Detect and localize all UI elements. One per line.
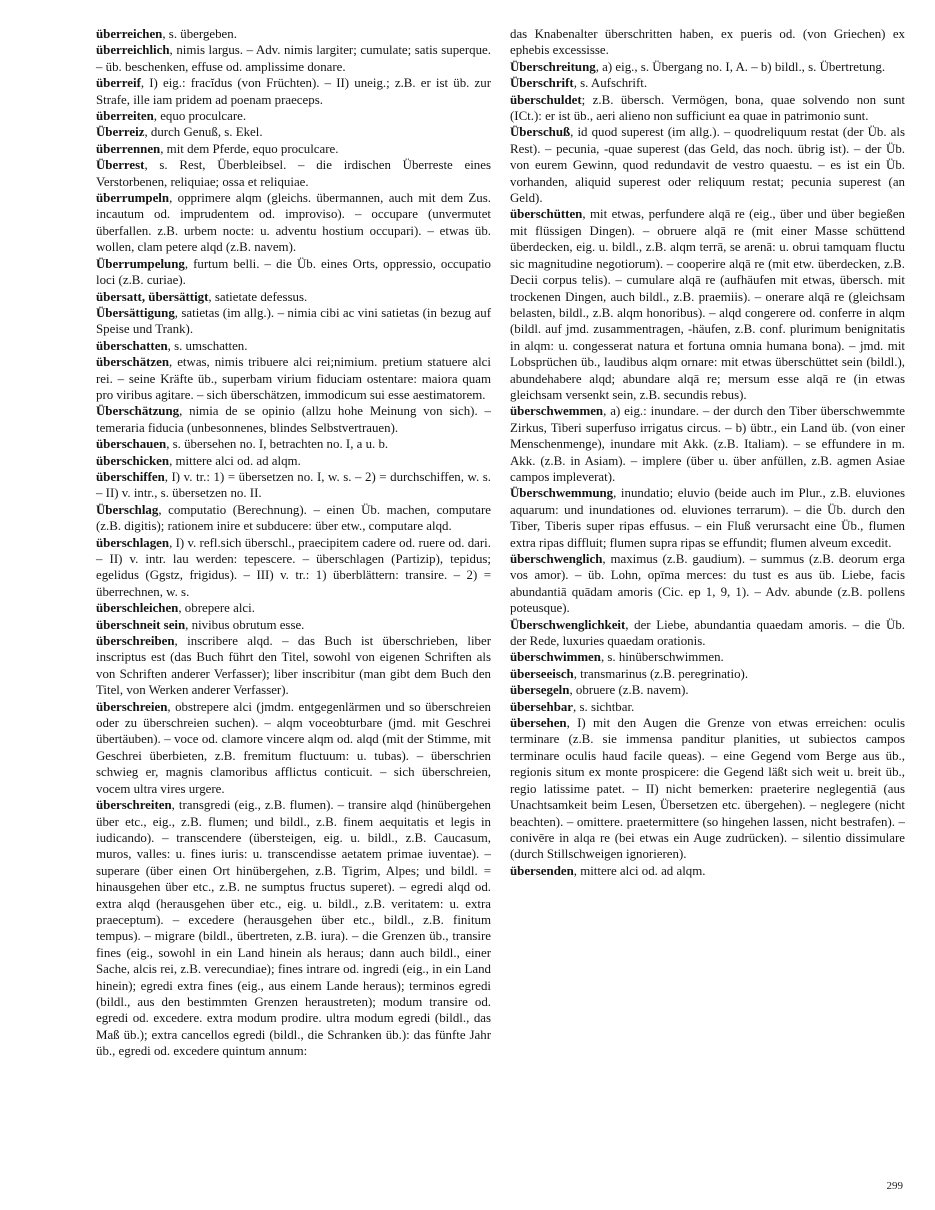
entry-headword: Überschuß	[510, 125, 571, 140]
entry-definition: , nimis largus. – Adv. nimis largiter; cumulate; satis superque. – üb. beschenken, effuse od. amplissime donare.	[96, 43, 491, 74]
dictionary-entry	[96, 338, 491, 354]
entry-definition: , mit dem Pferde, equo proculcare.	[160, 141, 339, 156]
dictionary-entry	[96, 436, 491, 452]
entry-headword: überreif	[96, 76, 141, 91]
entry-definition: , durch Genuß, s. Ekel.	[144, 125, 263, 140]
entry-definition: , nivibus obrutum esse.	[185, 617, 305, 632]
dictionary-entry	[510, 26, 905, 59]
entry-headword: überreiten	[96, 109, 154, 124]
entry-headword: überrumpeln	[96, 191, 170, 206]
entry-headword: überschütten	[510, 207, 583, 222]
entry-definition: , I) v. tr.: 1) = übersetzen no. I, w. s. – 2) = durchschiffen, w. s. – II) v. intr., s. übersetzen no. II.	[96, 469, 491, 501]
entry-definition: , inscribere alqd. – das Buch ist überschrieben, liber inscriptus est (das Buch führt den Titel, sowohl von eigenen Schriften als von Schriften anderer Verfasser); liber inscribitur (man gibt dem Buch den Titel, von Werken anderer Verfasser).	[96, 634, 491, 698]
dictionary-entry	[96, 42, 491, 75]
entry-headword: überschauen	[96, 437, 167, 452]
entry-headword: überreichen	[96, 27, 163, 41]
entry-definition: , mittere alci od. ad alqm.	[573, 863, 706, 878]
entry-definition: , transmarinus (z.B. peregrinatio).	[573, 666, 749, 681]
dictionary-entry	[96, 190, 491, 256]
dictionary-entry	[96, 453, 491, 469]
dictionary-entry	[510, 863, 905, 879]
entry-headword: überschicken	[96, 453, 170, 468]
dictionary-entry	[96, 75, 491, 108]
dictionary-entry	[510, 206, 905, 403]
entry-definition: , s. Rest, Überbleibsel. – die irdischen Überreste eines Verstorbenen, reliquiae; ossa et reliquiae.	[96, 158, 491, 189]
entry-headword: überrennen	[96, 141, 161, 156]
entry-headword: Überschlag	[96, 502, 159, 517]
dictionary-entry	[510, 699, 905, 715]
right-column	[510, 26, 905, 879]
entry-definition: das Knabenalter überschritten haben, ex pueris od. (von Griechen) ex ephebis excessisse.	[510, 27, 905, 58]
dictionary-entry	[96, 797, 491, 1060]
entry-headword: überschreien	[96, 699, 168, 714]
entry-definition: , a) eig., s. Übergang no. I, A. – b) bildl., s. Übertretung.	[595, 59, 886, 74]
dictionary-entry	[96, 535, 491, 601]
entry-definition: , a) eig.: inundare. – der durch den Tiber überschwemmte Zirkus, Tiberi superfuso irrigatus circus. – b) übtr., ein Land üb. (von einer Menschenmenge), inundare mit Akk. (z.B. Italiam). – se effundere in m. Akk. (z.B. in Asiam). – implere (über u. über anfüllen, z.B. agmen Asiae campos impleverat).	[510, 404, 905, 484]
entry-definition: , obruere (z.B. navem).	[569, 683, 689, 698]
entry-headword: Übersättigung	[96, 305, 175, 320]
entry-headword: überschwemmen	[510, 404, 604, 419]
entry-definition: , s. übersehen no. I, betrachten no. I, a u. b.	[166, 437, 389, 452]
dictionary-entry	[510, 92, 905, 125]
dictionary-entry	[96, 617, 491, 633]
entry-definition: , I) v. refl.sich überschl., praecipitem cadere od. ruere od. dari. – II) v. intr. lau werden: tepescere. – überschlagen (Partizip), tepidus; egelidus (Ggstz, frigidus). – III) v. tr.: 1) überblättern: transire. – 2) = überrechnen, w. s.	[96, 535, 491, 599]
entry-headword: überschreiben	[96, 634, 175, 649]
entry-definition: , s. hinüberschwimmen.	[600, 650, 724, 665]
entry-definition: , etwas, nimis tribuere alci rei;nimium. pretium statuere alci rei. – seine Kräfte üb., superbam virium fiduciam ostentare: maiora quam pro viribus agitare. – sich überschätzen, immodicum sui esse aestimatorem.	[96, 355, 491, 402]
dictionary-entry	[510, 551, 905, 617]
entry-headword: Überrest	[96, 158, 145, 173]
entry-definition: , opprimere alqm (gleichs. übermannen, auch mit dem Zus. incautum od. imprudentem od. improviso). – occupare (unvermutet überfallen. z.B. urbem nocte: u. adventu hostium occupari). – etwas üb. wollen, clam petere alqd (z.B. navem).	[96, 191, 491, 255]
left-column	[96, 26, 491, 1060]
entry-definition: , computatio (Berechnung). – einen Üb. machen, computare (z.B. digitis); rationem inire et subducere: über etw., computare alqd.	[96, 502, 491, 534]
entry-headword: übersehbar	[510, 699, 574, 714]
entry-headword: überreichlich	[96, 43, 170, 58]
dictionary-entry	[96, 256, 491, 289]
dictionary-entry	[510, 403, 905, 485]
dictionary-entry	[96, 157, 491, 190]
entry-definition: , transgredi (eig., z.B. flumen). – transire alqd (hinübergehen über etc., eig., z.B. flumen; und bildl., z.B. finem aequitatis et legis in iudicando). – transcendere (übersteigen, eig. u. bildl., z.B. Caucasum, muros, valles: u. fines iuris: u. transcendisse aetatem primae iuventae). – superare (über einen Ort hinübergehen, z.B. Tigrim, Alpes; und bildl. = hinausgehen über etc., z.B. ne sumptus fructus superet). – egredi alqd od. extra alqd (herausgehen über etc., eig. u. bildl., z.B. veritatem: u. extra praeceptum). – excedere (herausgehen über etc., bildl., z.B. finitum tempus). – migrare (bildl., übertreten, z.B. iura). – die Grenzen üb., transire fines (eig., sowohl in ein Land hinein als heraus; dann auch bildl., einer Sache, alcis rei, z.B. verecundiae); fines intrare od. ingredi (eig., in ein Land hinein); egredi extra fines (eig., aus einem Lande heraus); terminos egredi (bildl., aus den bestimmten Grenzen heraustreten); modum transire od. egredi od. excedere. extra modum prodire. ultra modum egredi (bildl., das Maß üb.); extra cancellos egredi (bildl., die Schranken üb.): das fünfte Jahr üb., egredi od. excedere quintum annum:	[96, 798, 491, 1059]
entry-headword: überseeisch	[510, 666, 574, 681]
page-number: 299	[886, 1180, 903, 1192]
entry-headword: Überschwenglichkeit	[510, 617, 626, 632]
entry-definition: , I) eig.: fracĭdus (von Früchten). – II) uneig.; z.B. er ist üb. zur Strafe, ille iam pridem ad poenam praeceps.	[96, 76, 491, 107]
dictionary-entry	[510, 485, 905, 551]
entry-headword: überschiffen	[96, 469, 165, 484]
entry-definition: , s. übergeben.	[162, 27, 237, 41]
dictionary-entry	[510, 715, 905, 863]
dictionary-entry	[96, 469, 491, 502]
entry-definition: , satietate defessus.	[208, 289, 308, 304]
dictionary-entry	[96, 26, 491, 42]
entry-headword: Überrumpelung	[96, 256, 185, 271]
entry-definition: , satietas (im allg.). – nimia cibi ac vini satietas (in bezug auf Speise und Trank).	[96, 305, 491, 337]
dictionary-entry	[96, 305, 491, 338]
dictionary-entry	[96, 699, 491, 797]
entry-headword: Überschrift	[510, 76, 574, 91]
entry-headword: übersegeln	[510, 683, 570, 698]
entry-headword: Überschätzung	[96, 404, 180, 419]
entry-definition: , mittere alci od. ad alqm.	[169, 453, 301, 468]
entry-definition: , furtum belli. – die Üb. eines Orts, oppressio, occupatio loci (z.B. curiae).	[96, 256, 491, 288]
dictionary-entry	[96, 633, 491, 699]
entry-headword: überschuldet	[510, 92, 582, 107]
entry-headword: übersatt, übersättigt	[96, 289, 209, 304]
entry-definition: , maximus (z.B. gaudium). – summus (z.B. deorum erga vos amor). – üb. Lohn, opīma merces: du tust es aus üb. Liebe, facis abundantiā quādam amoris (Cic. ep 1, 9, 1). – Adv. abunde (z.B. pollens poteusque).	[510, 552, 905, 616]
entry-definition: , I) mit den Augen die Grenze von etwas erreichen: oculis terminare (z.B. sie immensa panditur planities, ut subiectos campos terminare oculis haud facile queas). – eine Gegend vom Berge aus üb., regionis situm ex monte prospicere: die Gegend läßt sich weit u. breit üb., regio latissime patet. – II) nicht bemerken: praeterire neglegentiā (aus Unachtsamkeit beim Lesen, Übersetzen etc. übergehen). – neglegere (nicht beachten). – omittere. praetermittere (so hingehen lassen, nicht bestrafen). – conivēre in alqa re (bei etwas ein Auge zudrücken). – silentio dissimulare (durch Stillschweigen ignorieren).	[510, 716, 905, 862]
entry-headword: überschlagen	[96, 535, 170, 550]
dictionary-entry	[510, 75, 905, 91]
dictionary-entry	[510, 649, 905, 665]
entry-definition: , der Liebe, abundantia quaedam amoris. – die Üb. der Rede, luxuries quaedam orationis.	[510, 617, 905, 649]
entry-headword: Überschwemmung	[510, 486, 614, 501]
entry-headword: überschreiten	[96, 798, 172, 813]
entry-headword: Überreiz	[96, 125, 145, 140]
dictionary-entry	[510, 666, 905, 682]
dictionary-entry	[96, 141, 491, 157]
dictionary-entry	[510, 682, 905, 698]
dictionary-entry	[96, 124, 491, 140]
dictionary-entry	[96, 502, 491, 535]
dictionary-entry	[96, 354, 491, 403]
entry-definition: , nimia de se opinio (allzu hohe Meinung von sich). – temeraria fiducia (unbesonnenes, blindes Selbstvertrauen).	[96, 404, 491, 435]
dictionary-entry	[510, 59, 905, 75]
dictionary-entry	[510, 617, 905, 650]
entry-headword: überschleichen	[96, 601, 179, 616]
entry-headword: überschwenglich	[510, 552, 603, 566]
entry-definition: , inundatio; eluvio (beide auch im Plur., z.B. eluviones aquarum: und inundationes od. eluviones terrarum). – die Üb. durch den Tiber, Tiberis super ripas effusus. – ein Fluß verursacht eine Üb., flumen extra ripas diffluit; flumen supra ripas se effundit; flumen alveum excedit.	[510, 486, 905, 550]
dictionary-entry	[96, 600, 491, 616]
entry-headword: übersehen	[510, 716, 567, 731]
entry-headword: Überschreitung	[510, 59, 596, 74]
dictionary-entry	[96, 403, 491, 436]
entry-definition: , id quod superest (im allg.). – quodreliquum restat (der Üb. als Rest). – pecunia, -quae superest (das Geld, das noch. übrig ist). – der Üb. von eurem Gewinn, quod redundavit de vestro quaestu. – es ist ein Üb. vorhanden, aliquid superest oder reliquum restat; pecunia superest (an Geld).	[510, 125, 905, 206]
dictionary-entry	[96, 289, 491, 305]
dictionary-entry	[96, 108, 491, 124]
entry-headword: überschneit sein	[96, 617, 186, 632]
dictionary-entry	[510, 124, 905, 206]
entry-definition: , obstrepere alci (jmdm. entgegenlärmen und so überschreien oder zu überschreien suchen). – alqm voceobturbare (jmd. mit Geschrei übertäuben). – voce od. clamore vincere alqm od. alqd (mit der Stimme, mit Geschrei überbieten, z.B. fremitum fluctuum: u. tubas). – überschrien schwieg er, magnis clamoribus afflictus conticuit. – sich überschreien, vocem ultra vires urgere.	[96, 699, 491, 796]
entry-definition: ; z.B. übersch. Vermögen, bona, quae solvendo non sunt (ICt.): er ist üb., aeri alieno non sufficiunt ea quae in patrimonio sunt.	[510, 92, 905, 124]
entry-definition: , s. Aufschrift.	[573, 76, 648, 91]
entry-headword: übersenden	[510, 863, 574, 878]
entry-definition: , equo proculcare.	[153, 109, 247, 124]
entry-headword: überschatten	[96, 338, 168, 353]
entry-definition: , obrepere alci.	[178, 601, 255, 616]
entry-headword: überschätzen	[96, 355, 170, 370]
entry-headword: überschwimmen	[510, 650, 601, 665]
entry-definition: , mit etwas, perfundere alqā re (eig., über und über begießen mit flüssigen Dingen). – obruere alqā re (mit einer Masse schüttend überdecken, eig. u. bildl., z.B. alqm terrā, se arenā: u. obrui tamquam fluctu sic magnitudine negotiorum). – cooperire alqā re (mit etw. überdecken, z.B. Decii corpus telis). – cumulare alqā re (aufhäufen mit etwas, übersch. mit trockenen Dingen, auch bildl., z.B. praemiis). – onerare alqā re (gleichsam belasten, bildl., z.B. alqm honoribus). – alqd congerere od. conferre in alqm (bildl. auf jmd. zusammentragen, -häufen, z.B. conf. plurimum benignitatis in alqm: u. congesserat natura et fortuna omnia humana bona). – jmd. mit Lobsprüchen üb., laudibus alqm ornare: mit etwas überschüttet sein (bildl.), abundehabere alqd; abundare alqā re; mersum esse alqā re (in etwas gleichsam versenkt sein, z.B. secundis rebus).	[510, 207, 905, 402]
entry-definition: , s. sichtbar.	[573, 699, 635, 714]
entry-definition: , s. umschatten.	[167, 338, 248, 353]
